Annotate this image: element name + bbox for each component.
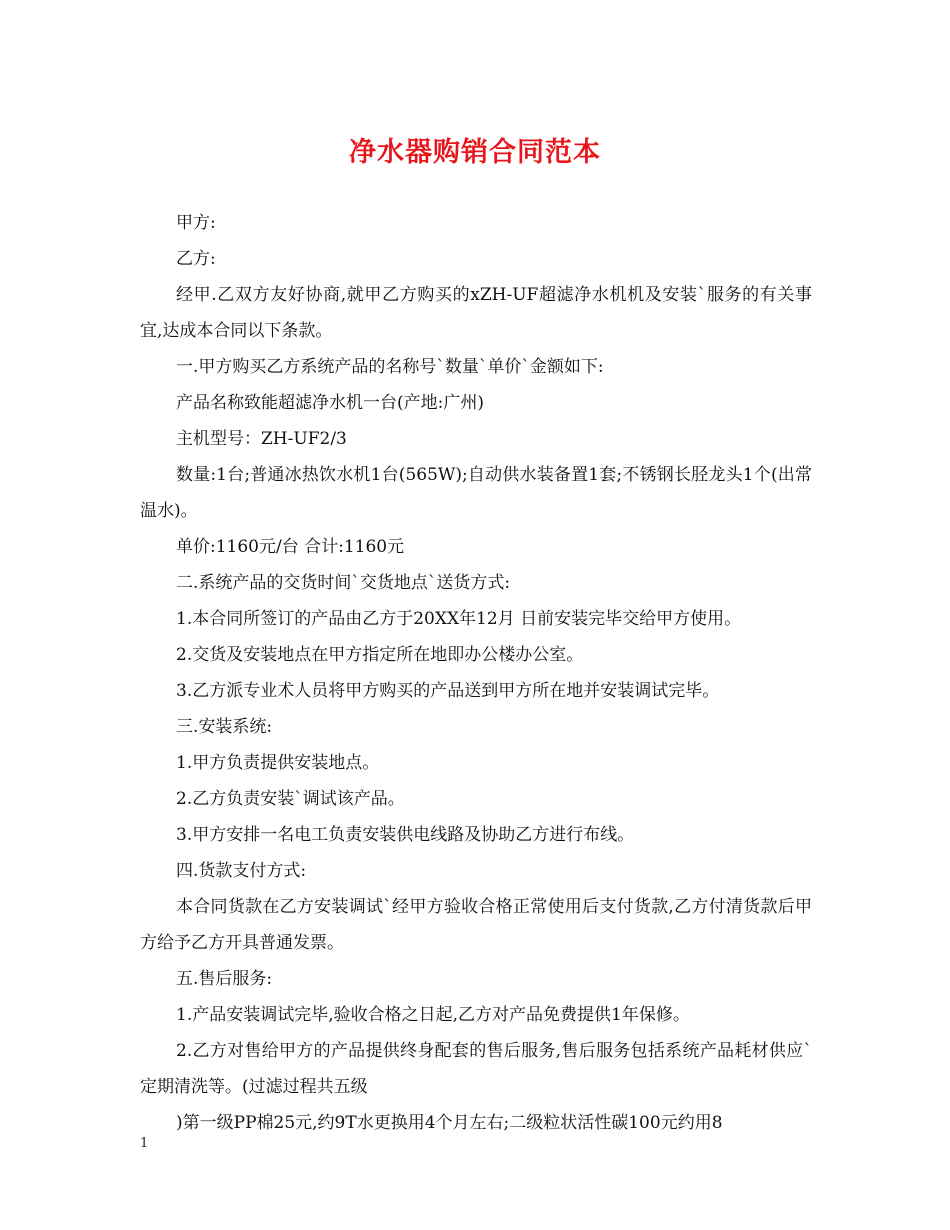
paragraph-delivery-2: 2.交货及安装地点在甲方指定所在地即办公楼办公室。 [176,645,584,665]
paragraph-filter-stages: )第一级PP棉25元,约9T水更换用4个月左右;二级粒状活性碳100元约用8 [176,1113,723,1133]
paragraph-party-b: 乙方: [176,249,216,269]
paragraph-party-a: 甲方: [176,213,216,233]
paragraph-delivery-1: 1.本合同所签订的产品由乙方于20XX年12月 日前安装完毕交给甲方使用。 [176,609,742,629]
paragraph-product-name: 产品名称致能超滤净水机一台(产地:广州) [176,393,484,413]
section-heading-2: 二.系统产品的交货时间`交货地点`送货方式: [176,573,511,593]
paragraph-service-1: 1.产品安装调试完毕,验收合格之日起,乙方对产品免费提供1年保修。 [176,1005,690,1025]
page-number: 1 [140,1136,149,1151]
section-heading-1: 一.甲方购买乙方系统产品的名称号`数量`单价`金额如下: [176,357,604,377]
document-body [140,205,812,1141]
paragraph-install-2: 2.乙方负责安装`调试该产品。 [176,789,405,809]
paragraph-payment: 本合同货款在乙方安装调试`经甲方验收合格正常使用后支付货款,乙方付清货款后甲方给予乙方开具普通发票。 [140,897,812,953]
paragraph-model: 主机型号：ZH-UF2/3 [176,429,347,449]
document-title: 净水器购销合同范本 [349,137,601,168]
section-heading-5: 五.售后服务: [176,969,273,989]
section-heading-4: 四.货款支付方式: [176,861,307,881]
paragraph-preamble: 经甲.乙双方友好协商,就甲乙方购买的xZH-UF超滤净水机机及安装`服务的有关事宜,达成本合同以下条款。 [140,285,812,341]
section-heading-3: 三.安装系统: [176,717,273,737]
paragraph-quantity: 数量:1台;普通冰热饮水机1台(565W);自动供水装备置1套;不锈钢长胫龙头1个(出常温水)。 [140,465,812,521]
paragraph-price: 单价:1160元/台 合计:1160元 [176,537,405,557]
paragraph-delivery-3: 3.乙方派专业术人员将甲方购买的产品送到甲方所在地并安装调试完毕。 [176,681,720,701]
paragraph-service-2: 2.乙方对售给甲方的产品提供终身配套的售后服务,售后服务包括系统产品耗材供应`定期清洗等。(过滤过程共五级 [140,1041,812,1097]
paragraph-install-3: 3.甲方安排一名电工负责安装供电线路及协助乙方进行布线。 [176,825,635,845]
paragraph-install-1: 1.甲方负责提供安装地点。 [176,753,380,773]
